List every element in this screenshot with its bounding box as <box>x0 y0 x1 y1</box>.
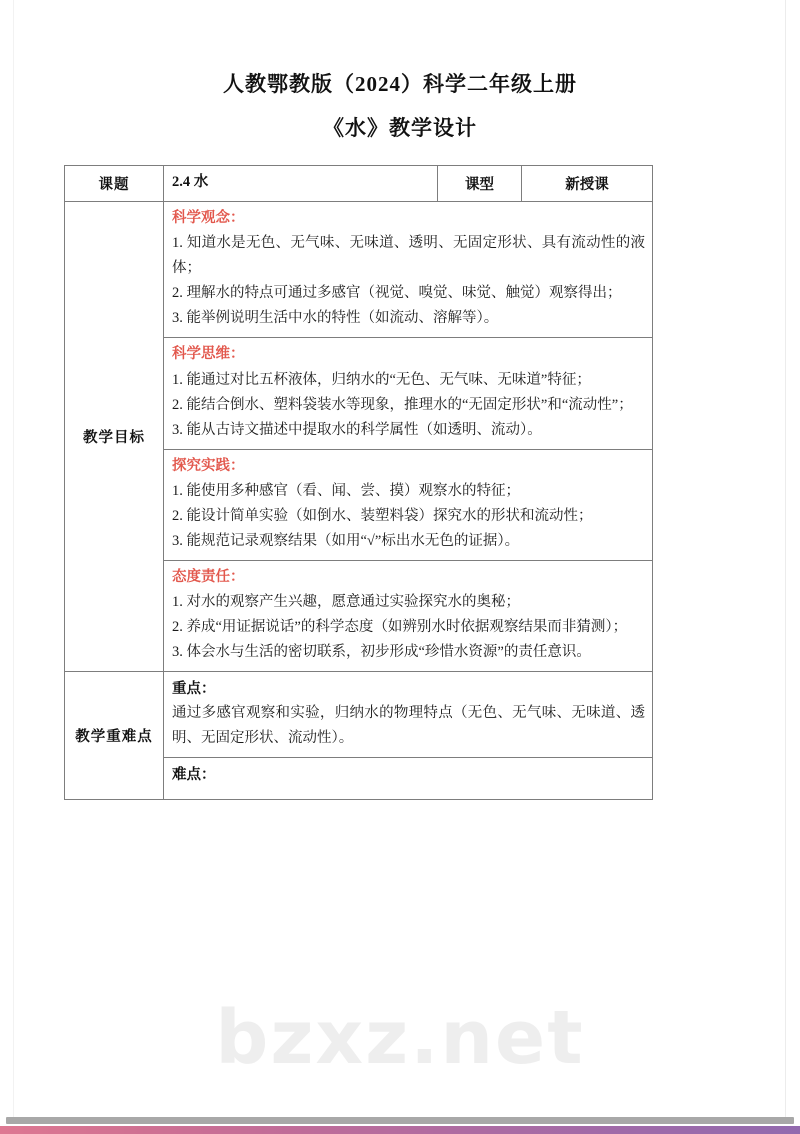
page-edge-right <box>785 0 786 1118</box>
objective-section <box>164 449 652 560</box>
objective-item: 2. 养成“用证据说话”的科学态度（如辨别水时依据观察结果而非猜测）； <box>172 619 628 636</box>
table-row-topic <box>65 166 653 202</box>
table-row-objectives <box>65 202 653 672</box>
key-points-block <box>164 672 652 757</box>
table-row-key-points <box>65 672 653 800</box>
objective-section <box>164 202 652 338</box>
objective-section-science-concept <box>164 202 652 338</box>
objective-item: 3. 能规范记录观察结果（如用“√”标出水无色的证据）。 <box>172 532 520 549</box>
value-topic: 2.4 水 <box>164 166 438 202</box>
objective-section <box>164 560 652 671</box>
label-teaching-objectives: 教学目标 <box>65 202 164 672</box>
key-points-blocks <box>164 672 652 799</box>
label-lesson-type: 课型 <box>438 166 522 202</box>
objective-section-inquiry-practice <box>164 449 652 560</box>
objective-section-attitude-responsibility <box>164 560 652 671</box>
objective-item: 1. 知道水是无色、无气味、无味道、透明、无固定形状、具有流动性的液体； <box>172 235 645 277</box>
page-title-secondary: 《水》教学设计 <box>323 116 477 140</box>
objective-item: 3. 能从古诗文描述中提取水的科学属性（如透明、流动）。 <box>172 421 542 438</box>
objective-item: 2. 能设计简单实验（如倒水、装塑料袋）探究水的形状和流动性； <box>172 507 593 524</box>
key-points-block <box>164 758 652 800</box>
cell-teaching-objectives <box>164 202 653 672</box>
objective-item: 1. 能通过对比五杯液体，归纳水的“无色、无气味、无味道”特征； <box>172 371 591 388</box>
objective-item: 3. 能举例说明生活中水的特性（如流动、溶解等）。 <box>172 310 499 327</box>
objective-item: 2. 理解水的特点可通过多感官（视觉、嗅觉、味觉、触觉）观察得出； <box>172 285 622 302</box>
objective-item: 3. 体会水与生活的密切联系，初步形成“珍惜水资源”的责任意识。 <box>172 644 591 661</box>
objective-item: 2. 能结合倒水、塑料袋装水等现象，推理水的“无固定形状”和“流动性”； <box>172 396 633 413</box>
section-heading: 探究实践： <box>172 457 245 474</box>
watermark: bzxz.net <box>215 995 585 1081</box>
objective-section-science-thinking <box>164 338 652 449</box>
objective-section <box>164 338 652 449</box>
section-heading: 科学思维： <box>172 346 245 363</box>
block-heading: 难点： <box>172 767 216 784</box>
page-bottom-bar <box>6 1117 794 1124</box>
lesson-plan-table <box>64 165 653 800</box>
block-heading: 重点： <box>172 681 216 698</box>
page-title-primary: 人教鄂教版（2024）科学二年级上册 <box>223 72 577 96</box>
label-key-difficult-points: 教学重难点 <box>65 672 164 800</box>
page-edge-left <box>13 0 14 1118</box>
section-heading: 态度责任： <box>172 568 245 585</box>
objectives-sections <box>164 202 652 671</box>
label-topic: 课题 <box>65 166 164 202</box>
block-body: 通过多感官观察和实验，归纳水的物理特点（无色、无气味、无味道、透明、无固定形状、流动性）。 <box>172 705 645 747</box>
cell-key-difficult-points <box>164 672 653 800</box>
next-page-edge-strip <box>0 1126 800 1134</box>
section-heading: 科学观念： <box>172 210 245 226</box>
value-lesson-type: 新授课 <box>522 166 653 202</box>
objective-item: 1. 能使用多种感官（看、闻、尝、摸）观察水的特征； <box>172 483 520 500</box>
difficult-point-block <box>164 758 652 800</box>
key-point-block <box>164 672 652 757</box>
document-title-block <box>64 0 736 139</box>
objective-item: 1. 对水的观察产生兴趣，愿意通过实验探究水的奥秘； <box>172 594 520 611</box>
document-body <box>64 0 736 800</box>
